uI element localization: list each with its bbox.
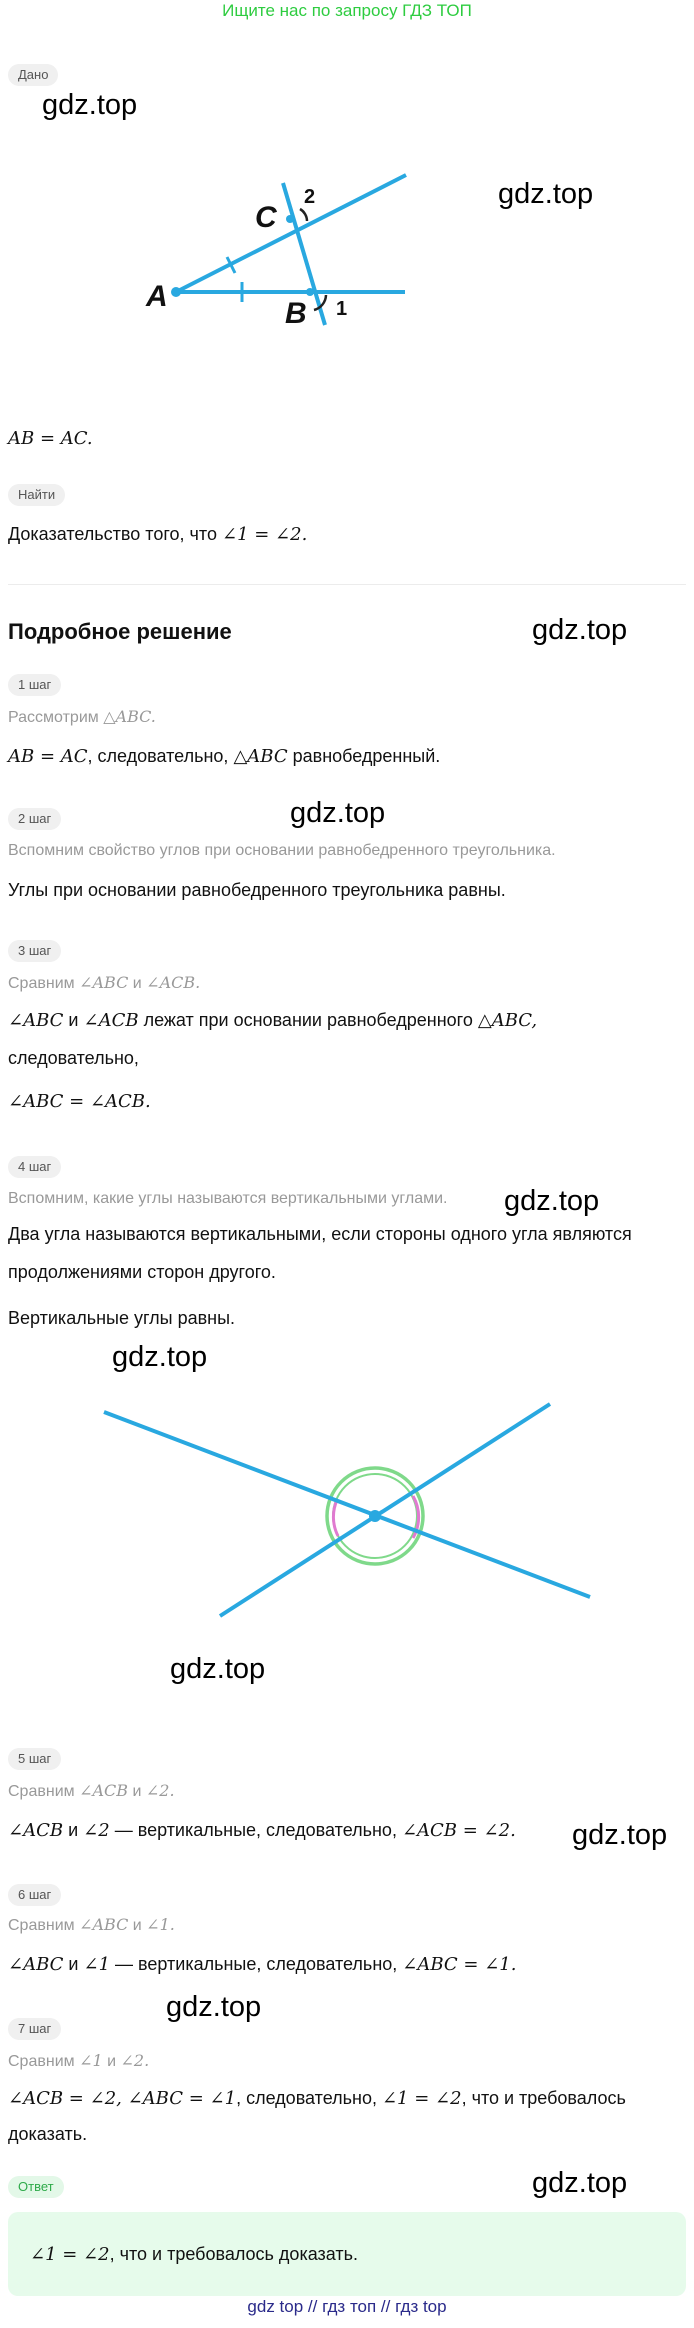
given-tag: Дано — [8, 64, 58, 86]
step-7-tag: 7 шаг — [8, 2018, 61, 2040]
step-2-hint: Вспомним свойство углов при основании равнобедренного треугольника. — [8, 842, 556, 859]
watermark: gdz.top — [532, 614, 628, 646]
top-banner: Ищите нас по запросу ГДЗ ТОП — [222, 1, 472, 20]
triangle-figure — [140, 165, 420, 340]
step-7-hint: Сравним ∠1 и ∠2. — [8, 2051, 150, 2070]
label-angle-1: 1 — [336, 298, 348, 320]
point-a — [171, 287, 181, 297]
label-b: B — [285, 297, 307, 330]
watermark: gdz.top — [112, 1341, 208, 1373]
step-2-line: Углы при основании равнобедренного треугольника равны. — [8, 880, 506, 900]
step-3-hint: Сравним ∠ABC и ∠ACB. — [8, 973, 201, 992]
step-6-tag: 6 шаг — [8, 1884, 61, 1906]
ray-ac — [176, 175, 406, 292]
watermark: gdz.top — [166, 1991, 262, 2023]
given-equation: AB = AC. — [8, 428, 93, 449]
watermark: gdz.top — [290, 797, 386, 829]
step-3-line-3: ∠ABC = ∠ACB. — [8, 1091, 151, 1112]
point-c — [286, 215, 294, 223]
angle-arc-left — [333, 1500, 338, 1536]
solution-title: Подробное решение — [8, 619, 232, 644]
watermark: gdz.top — [498, 178, 594, 210]
point-b — [306, 288, 314, 296]
step-5-tag: 5 шаг — [8, 1748, 61, 1770]
step-4-hint: Вспомним, какие углы называются вертикальными углами. — [8, 1190, 448, 1207]
line-2 — [220, 1404, 550, 1616]
answer-tag: Ответ — [8, 2176, 64, 2198]
label-angle-2: 2 — [304, 186, 316, 208]
step-3-line-2: следовательно, — [8, 1048, 139, 1068]
label-a: A — [146, 280, 168, 313]
watermark: gdz.top — [170, 1653, 266, 1685]
watermark: gdz.top — [504, 1185, 600, 1217]
step-4-line-2: продолжениями сторон другого. — [8, 1262, 276, 1282]
step-1-tag: 1 шаг — [8, 674, 61, 696]
footer-links[interactable]: gdz top // гдз топ // гдз top — [247, 2297, 447, 2316]
step-6-hint: Сравним ∠ABC и ∠1. — [8, 1915, 175, 1934]
step-4-tag: 4 шаг — [8, 1156, 61, 1178]
find-text: Доказательство того, что ∠1 = ∠2. — [8, 524, 308, 545]
watermark: gdz.top — [572, 1819, 668, 1851]
answer-text: ∠1 = ∠2, что и требовалось доказать. — [30, 2244, 359, 2265]
step-5-hint: Сравним ∠ACB и ∠2. — [8, 1781, 175, 1800]
step-6-line: ∠ABC и ∠1 — вертикальные, следовательно, ∠ABC = ∠1. — [8, 1954, 517, 1975]
label-c: C — [255, 201, 277, 234]
vertical-angles-figure — [90, 1390, 610, 1630]
step-5-line: ∠ACB и ∠2 — вертикальные, следовательно, ∠ACB = ∠2. — [8, 1820, 516, 1841]
step-7-line-1: ∠ACB = ∠2, ∠ABC = ∠1, следовательно, ∠1 = ∠2, что и требовалось — [8, 2088, 626, 2109]
line-1 — [104, 1412, 590, 1597]
step-1-line: AB = AC, следовательно, △ABC равнобедренный. — [8, 746, 441, 767]
separator — [8, 584, 686, 585]
step-7-line-2: доказать. — [8, 2124, 88, 2144]
angle-2-arc — [300, 209, 307, 221]
step-4-line-1: Два угла называются вертикальными, если стороны одного угла являются — [8, 1224, 632, 1244]
step-1-hint: Рассмотрим △ABC. — [8, 707, 156, 726]
watermark: gdz.top — [532, 2167, 628, 2199]
step-3-line-1: ∠ABC и ∠ACB лежат при основании равнобедренного △ABC, — [8, 1010, 538, 1031]
step-4-line-3: Вертикальные углы равны. — [8, 1308, 236, 1328]
step-2-tag: 2 шаг — [8, 808, 61, 830]
find-tag: Найти — [8, 484, 65, 506]
step-3-tag: 3 шаг — [8, 940, 61, 962]
intersection-point — [369, 1510, 381, 1522]
watermark: gdz.top — [42, 89, 138, 121]
